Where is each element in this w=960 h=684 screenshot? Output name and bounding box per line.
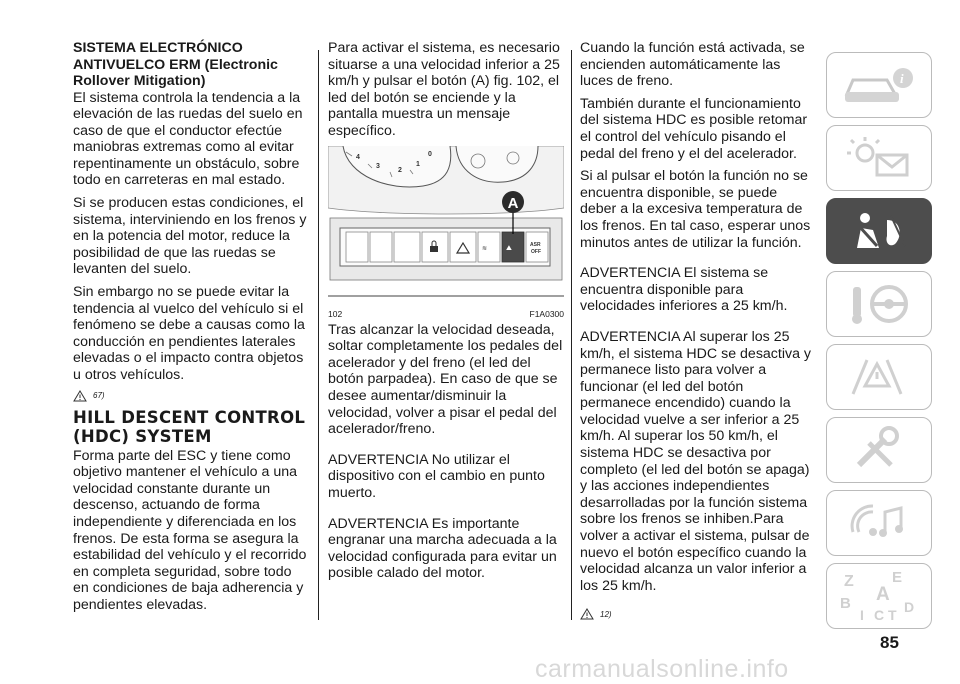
- warning-paragraph: ADVERTENCIA Es importante engranar una marcha adecuada a la velocidad configurada para evitar un posible calado del motor.: [328, 515, 557, 582]
- reference-number: 67): [93, 391, 105, 401]
- chapter-sidebar: [826, 52, 932, 636]
- svg-text:4: 4: [356, 153, 360, 161]
- tools-icon[interactable]: [826, 417, 932, 483]
- index-icon[interactable]: [826, 563, 932, 629]
- watermark: carmanualsonline.info: [535, 655, 789, 683]
- svg-text:⛰: ⛰: [506, 244, 512, 252]
- column-divider: [571, 50, 572, 620]
- svg-text:Z: Z: [844, 573, 854, 590]
- page-number: 85: [880, 633, 899, 652]
- svg-text:3: 3: [376, 162, 380, 170]
- svg-text:D: D: [904, 599, 915, 615]
- column-2: [328, 40, 564, 588]
- seatbelt-airbag-icon[interactable]: [826, 198, 932, 264]
- reference-number: 12): [600, 609, 612, 619]
- svg-text:I: I: [860, 607, 864, 623]
- warning-paragraph: ADVERTENCIA El sistema se encuentra disponible para velocidades inferiores a 25 km/h.: [580, 265, 788, 315]
- svg-text:ASR: ASR: [530, 241, 541, 248]
- figure-caption: [328, 309, 564, 319]
- section-heading-hdc: HILL DESCENT CONTROL (HDC) SYSTEM: [73, 407, 306, 446]
- column-3: [580, 40, 816, 622]
- warning-triangle-icon: [580, 608, 594, 620]
- figure-hdc-button: [328, 146, 564, 319]
- figure-code: F1A0300: [529, 308, 564, 319]
- svg-text:A: A: [876, 584, 890, 605]
- paragraph: Forma parte del ESC y tiene como objetivo mantener el vehículo a una velocidad constante durante un descenso, actuando de forma independiente y diferenciada en los frenos. De esta forma se asegura la estabilidad del vehículo y el recorrido en completa seguridad, sobre todo en condiciones de baja adherencia y pendientes elevadas.: [73, 447, 307, 613]
- asr-off-label: [530, 242, 541, 255]
- column-1: [73, 40, 311, 620]
- paragraph: Si se producen estas condiciones, el sistema, interviniendo en los frenos y en la potencia del motor, reduce la posibilidad de que las ruedas se levanten del suelo.: [73, 195, 307, 278]
- svg-text:1: 1: [416, 160, 420, 168]
- svg-text:C: C: [874, 607, 885, 623]
- car-info-icon[interactable]: [826, 52, 932, 118]
- warning-triangle-icon: [73, 390, 87, 402]
- svg-text:2: 2: [398, 166, 402, 174]
- svg-text:B: B: [840, 595, 851, 612]
- svg-text:E: E: [892, 569, 903, 586]
- paragraph: Para activar el sistema, es necesario situarse a una velocidad inferior a 25 km/h y pulsar el botón (A) fig. 102, el led del botón se enciende y la pantalla muestra un mensaje específico.: [328, 40, 560, 139]
- svg-text:≋: ≋: [482, 245, 488, 252]
- warning-lights-icon[interactable]: [826, 125, 932, 191]
- multimedia-icon[interactable]: [826, 490, 932, 556]
- svg-text:T: T: [888, 607, 897, 623]
- warning-reference[interactable]: [73, 390, 311, 402]
- callout-a-label: A: [507, 194, 519, 212]
- paragraph: Sin embargo no se puede evitar la tendencia al vuelco del vehículo si el fenómeno se debe a causas como la conducción en pendientes laterales elevadas o el impacto contra objetos u otros vehículos.: [73, 284, 305, 383]
- paragraph: El sistema controla la tendencia a la elevación de las ruedas del suelo en caso de que el conductor efectúe maniobras extremas como al evitar repentinamente un obstáculo, sobre todo en carreteras en mal estado.: [73, 89, 303, 189]
- svg-text:i: i: [900, 71, 904, 86]
- section-heading-erm: SISTEMA ELECTRÓNICO ANTIVUELCO ERM (Electronic Rollover Mitigation): [73, 40, 278, 89]
- svg-text:0: 0: [428, 150, 432, 158]
- figure-number: 102: [328, 308, 343, 319]
- steering-key-icon[interactable]: [826, 271, 932, 337]
- column-divider: [318, 50, 319, 620]
- paragraph: Tras alcanzar la velocidad deseada, soltar completamente los pedales del acelerador y del freno (el led del botón parpadea). En caso de que se desee aumentar/disminuir la velocidad, volver a pisar el pedal del acelerador/freno.: [328, 321, 563, 438]
- road-warning-icon[interactable]: [826, 344, 932, 410]
- dashboard-illustration: [328, 146, 564, 306]
- warning-paragraph: ADVERTENCIA No utilizar el dispositivo con el cambio en punto muerto.: [328, 451, 545, 501]
- warning-paragraph: ADVERTENCIA Al superar los 25 km/h, el sistema HDC se desactiva y permanece listo para volver a funcionar (el led del botón permanece encendido) cuando la velocidad vuelve a ser inferior a 25 km/h. Al superar los 50 km/h, el sistema HDC se desactiva por completo (el led del botón se apaga) y las acciones independientes desarrolladas por la función sistema sobre los frenos se inhiben.Para volver a activar el sistema, pulsar de nuevo el botón específico cuando la velocidad alcanza un valor inferior a los 25 km/h.: [580, 328, 812, 594]
- svg-text:OFF: OFF: [531, 248, 541, 255]
- paragraph: Cuando la función está activada, se encienden automáticamente las luces de freno.: [580, 40, 805, 90]
- warning-reference[interactable]: [580, 608, 816, 620]
- paragraph: Si al pulsar el botón la función no se encuentra disponible, se puede deber a la excesiva temperatura de los frenos. En tal caso, esperar unos minutos antes de utilizar la función.: [580, 168, 811, 251]
- paragraph: También durante el funcionamiento del sistema HDC es posible retomar el control del vehículo pisando el pedal del freno y el del acelerador.: [580, 95, 808, 162]
